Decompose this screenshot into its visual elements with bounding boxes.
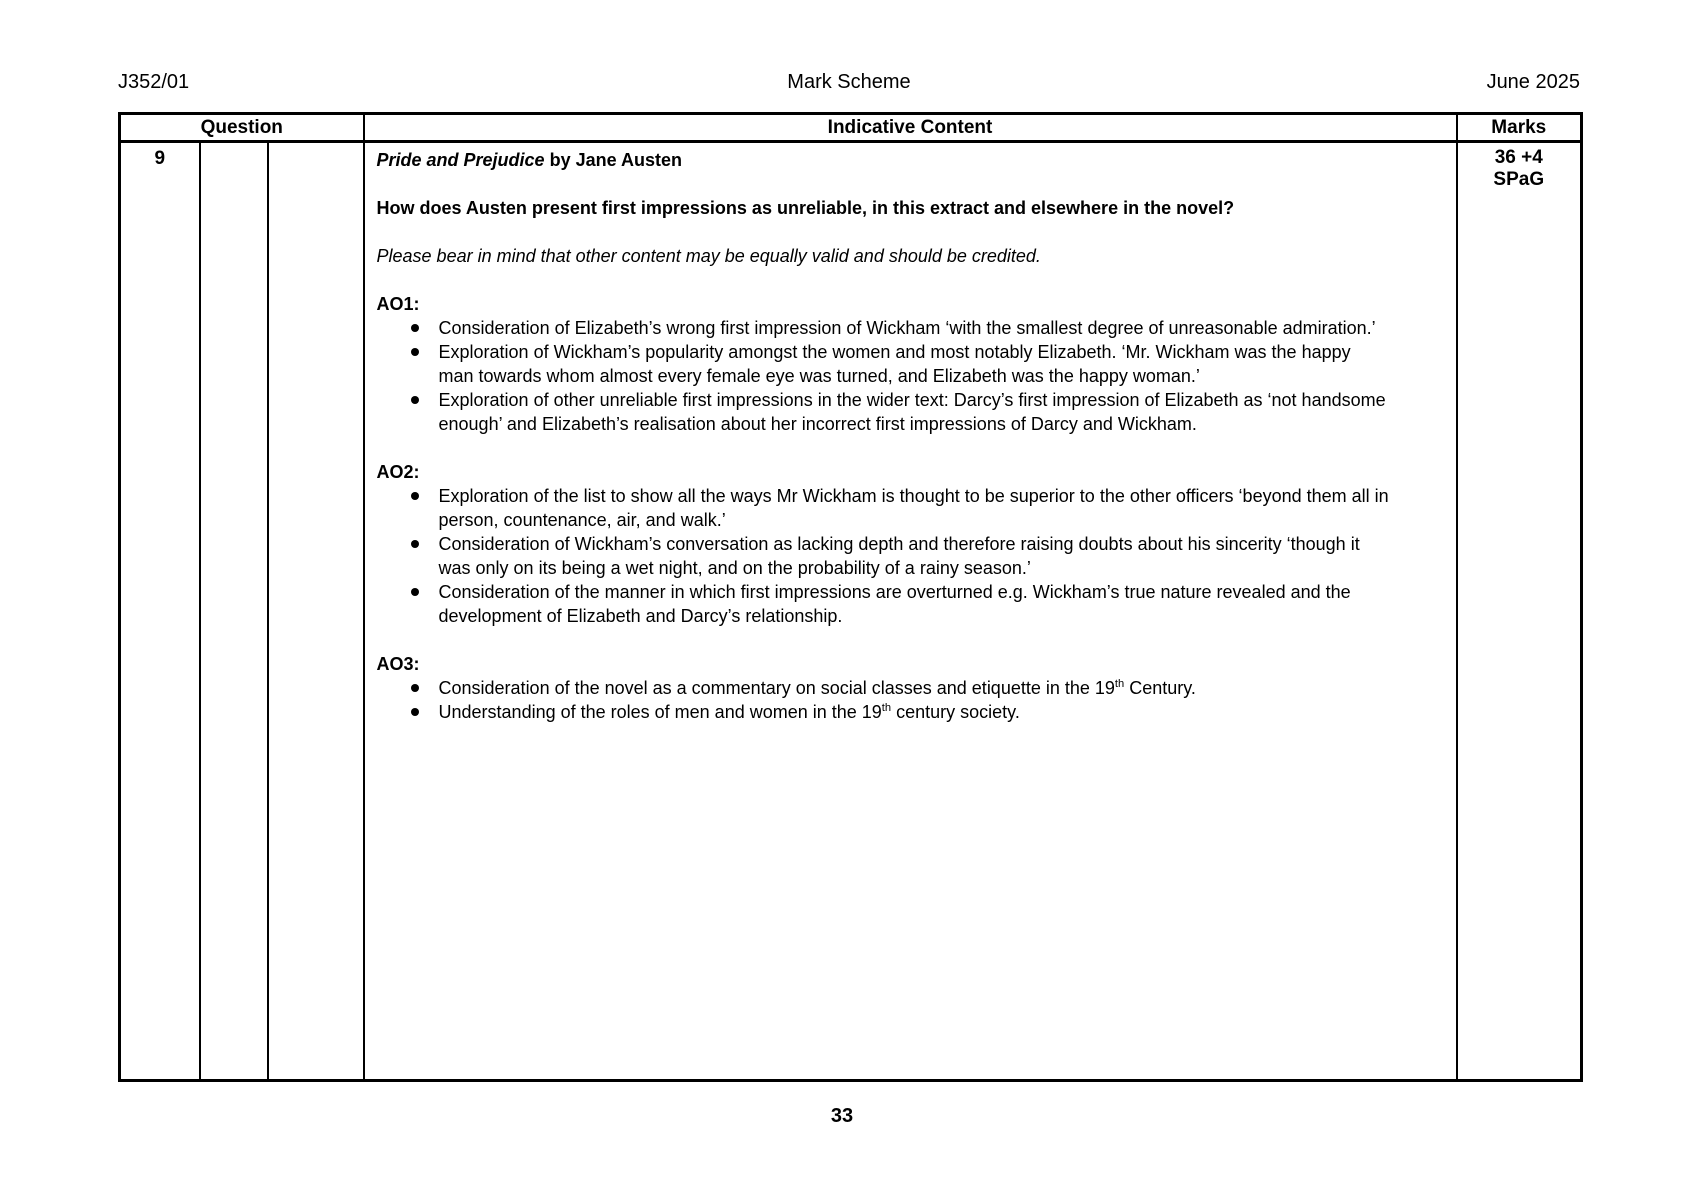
page-number: 33 — [830, 1105, 854, 1127]
session-date: June 2025 — [1486, 71, 1580, 93]
bullet-item: Understanding of the roles of men and women in the 19th century society. — [439, 700, 1391, 724]
bullet-list — [377, 676, 1444, 724]
bullet-item: Exploration of the list to show all the ways Mr Wickham is thought to be superior to the other officers ‘beyond them all in person, countenance, air, and walk.’ — [438, 486, 1389, 530]
ao-label: AO3: — [376, 654, 420, 674]
document-title: Mark Scheme — [787, 71, 911, 93]
bullet-item: Consideration of the novel as a commentary on social classes and etiquette in the 19th Century. — [439, 676, 1391, 700]
running-header — [118, 70, 1580, 94]
indicative-content-cell — [364, 142, 1457, 1081]
question-number-cell: 9 — [120, 142, 200, 1081]
marks-spag: SPaG — [1493, 169, 1545, 190]
examiner-note: Please bear in mind that other content may be equally valid and should be credited. — [376, 246, 1041, 266]
marks-value: 36 +4 — [1494, 147, 1543, 168]
text-title — [377, 148, 1444, 172]
bullet-item: Exploration of other unreliable first impressions in the wider text: Darcy’s first impression of Elizabeth as ‘not handsome enough’ and Elizabeth’s realisation about her incorrect first impressions of Darcy and Wickham. — [439, 388, 1391, 436]
book-author: by Jane Austen — [544, 150, 682, 170]
bullet-item: Consideration of the manner in which first impressions are overturned e.g. Wickham’s true nature revealed and the development of Elizabeth and Darcy’s relationship. — [439, 580, 1391, 628]
question-subcell-empty-2 — [268, 142, 364, 1081]
marks-cell — [1457, 142, 1582, 1081]
ao-label: AO1: — [376, 294, 420, 314]
book-title: Pride and Prejudice — [376, 150, 545, 170]
question-subcell-empty-1 — [200, 142, 268, 1081]
table-row — [120, 142, 1582, 1081]
exam-question-text: How does Austen present first impressions as unreliable, in this extract and elsewhere in the novel? — [376, 198, 1235, 218]
bullet-list — [377, 316, 1444, 436]
indicative-content-column-header: Indicative Content — [364, 114, 1457, 142]
content-sections — [377, 292, 1444, 724]
ao-label: AO2: — [376, 462, 420, 482]
table-header-row — [120, 114, 1582, 142]
bullet-item: Consideration of Wickham’s conversation as lacking depth and therefore raising doubts about his sincerity ‘though it was only on its being a wet night, and on the probability of a rainy season.’ — [439, 532, 1391, 580]
bullet-item: Exploration of Wickham’s popularity amongst the women and most notably Elizabeth. ‘Mr. Wickham was the happy man towards whom almost every female eye was turned, and Elizabeth was the happy woman.’ — [439, 340, 1391, 388]
question-column-header: Question — [120, 114, 364, 142]
mark-scheme-table — [118, 112, 1583, 1082]
marks-column-header: Marks — [1457, 114, 1582, 142]
bullet-list — [377, 484, 1444, 628]
bullet-item: Consideration of Elizabeth’s wrong first impression of Wickham ‘with the smallest degree of unreasonable admiration.’ — [439, 316, 1391, 340]
paper-code: J352/01 — [118, 71, 190, 93]
